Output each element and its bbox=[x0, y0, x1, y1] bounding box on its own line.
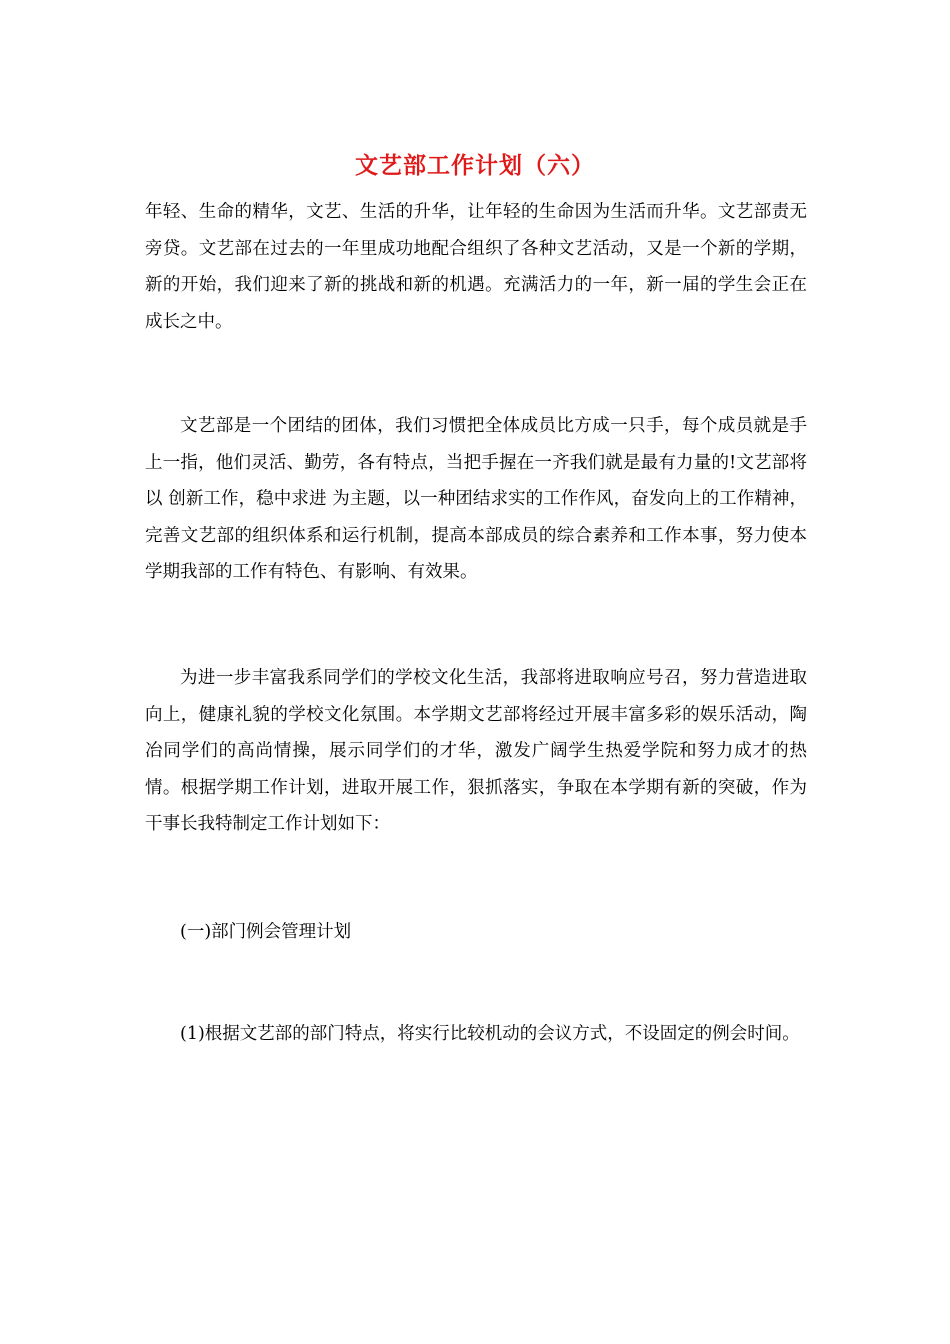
paragraph-goals: 为进一步丰富我系同学们的学校文化生活，我部将进取响应号召，努力营造进取向上，健康礼貌的学校文化氛围。本学期文艺部将经过开展丰富多彩的娱乐活动，陶冶同学们的高尚情操，展示同学们的才华，激发广阔学生热爱学院和努力成才的热情。根据学期工作计划，进取开展工作，狠抓落实，争取在本学期有新的突破，作为干事长我特制定工作计划如下： bbox=[145, 668, 807, 834]
section-heading-meeting-plan: (一)部门例会管理计划 bbox=[180, 922, 352, 942]
paragraph-team: 文艺部是一个团结的团体，我们习惯把全体成员比方成一只手，每个成员就是手上一指，他们灵活、勤劳，各有特点，当把手握在一齐我们就是最有力量的!文艺部将以 创新工作，稳中求进 为主题，以一种团结求实的工作作风，奋发向上的工作精神，完善文艺部的组织体系和运行机制，提高本部成员的综合素养和工作本事，努力使本学期我部的工作有特色、有影响、有效果。 bbox=[145, 416, 807, 582]
paragraph-meeting-rule-1: (1)根据文艺部的部门特点，将实行比较机动的会议方式，不设固定的例会时间。 bbox=[180, 1024, 800, 1044]
document-title: 文艺部工作计划（六） bbox=[355, 152, 595, 179]
paragraph-intro: 年轻、生命的精华，文艺、生活的升华，让年轻的生命因为生活而升华。文艺部责无旁贷。文艺部在过去的一年里成功地配合组织了各种文艺活动，又是一个新的学期，新的开始，我们迎来了新的挑战和新的机遇。充满活力的一年，新一届的学生会正在成长之中。 bbox=[145, 202, 807, 332]
